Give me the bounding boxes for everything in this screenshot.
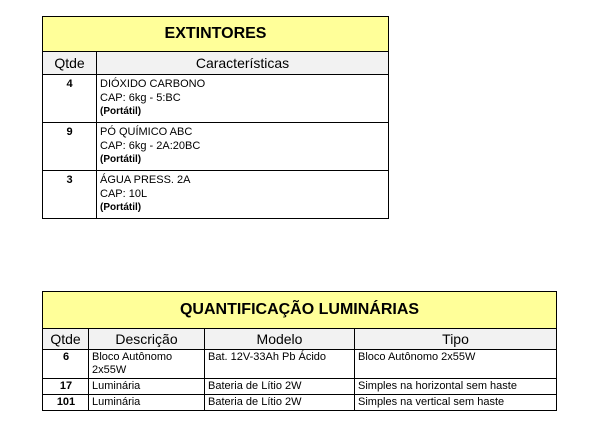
row-model: Bateria de Lítio 2W [205, 395, 355, 411]
luminarias-title: QUANTIFICAÇÃO LUMINÁRIAS [43, 292, 557, 329]
extinguisher-note: (Portátil) [100, 154, 142, 165]
luminarias-table [42, 291, 557, 411]
table-row [43, 350, 557, 379]
row-model: Bateria de Lítio 2W [205, 379, 355, 395]
row-model: Bat. 12V-33Ah Pb Ácido [205, 350, 355, 379]
column-header-model: Modelo [205, 329, 355, 350]
row-qty: 6 [43, 350, 89, 379]
column-header-features: Características [97, 52, 389, 75]
extintores-table [42, 16, 389, 219]
extinguisher-capacity: CAP: 6kg - 2A:20BC [100, 140, 201, 152]
column-header-qty: Qtde [43, 329, 89, 350]
extinguisher-name: PÓ QUÍMICO ABC [100, 126, 193, 138]
table-row [43, 171, 389, 219]
column-header-qty: Qtde [43, 52, 97, 75]
row-features [97, 75, 389, 123]
row-description: Bloco Autônomo 2x55W [89, 350, 205, 379]
row-description: Luminária [89, 379, 205, 395]
table-row [43, 395, 557, 411]
row-qty: 17 [43, 379, 89, 395]
table-row [43, 123, 389, 171]
row-qty: 4 [43, 75, 97, 123]
extinguisher-capacity: CAP: 10L [100, 188, 148, 200]
extintores-title: EXTINTORES [43, 17, 389, 52]
row-qty: 101 [43, 395, 89, 411]
row-features [97, 123, 389, 171]
row-type: Bloco Autônomo 2x55W [355, 350, 557, 379]
row-description: Luminária [89, 395, 205, 411]
table-row [43, 75, 389, 123]
extinguisher-name: ÁGUA PRESS. 2A [100, 174, 191, 186]
row-type: Simples na vertical sem haste [355, 395, 557, 411]
extinguisher-note: (Portátil) [100, 202, 142, 213]
extinguisher-capacity: CAP: 6kg - 5:BC [100, 92, 181, 104]
row-type: Simples na horizontal sem haste [355, 379, 557, 395]
extinguisher-note: (Portátil) [100, 106, 142, 117]
row-qty: 9 [43, 123, 97, 171]
row-features [97, 171, 389, 219]
extinguisher-name: DIÓXIDO CARBONO [100, 78, 206, 90]
column-header-description: Descrição [89, 329, 205, 350]
column-header-type: Tipo [355, 329, 557, 350]
row-qty: 3 [43, 171, 97, 219]
table-row [43, 379, 557, 395]
